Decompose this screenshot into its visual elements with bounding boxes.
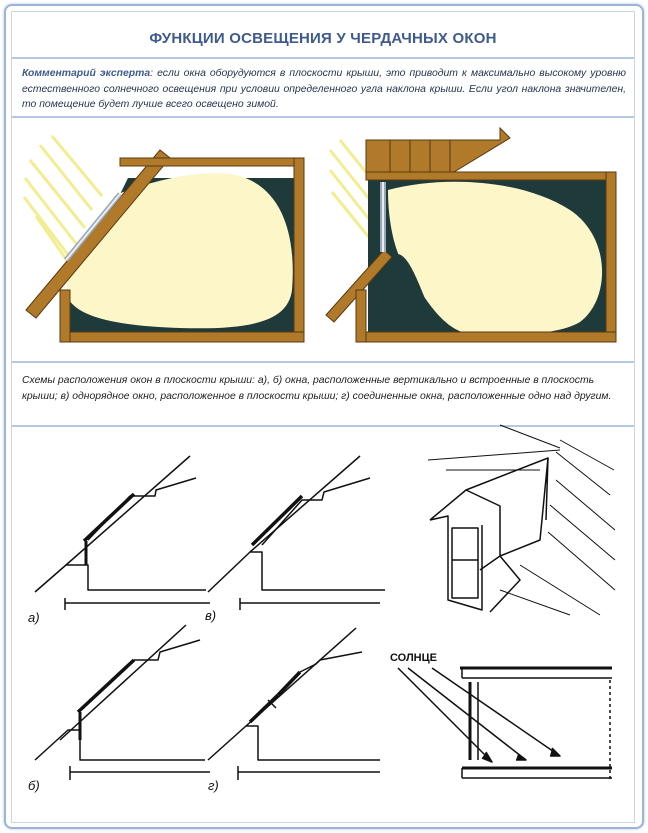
expert-label: Комментарий эксперта (22, 68, 151, 79)
label-v: в) (205, 608, 217, 623)
expert-text: : если окна оборудуются в плоскости крыши, это приводит к максимально высокому уровню естественного солнечного освещения при условии определенного угла наклона крыши. Если угол наклона значителен, то помещение будет лучше всего освещено зимой. (22, 68, 626, 110)
label-b: б) (28, 778, 40, 793)
scheme-v (208, 456, 385, 610)
dormer-perspective-drawing (428, 425, 615, 615)
label-a: а) (28, 610, 40, 625)
page-title: ФУНКЦИИ ОСВЕЩЕНИЯ У ЧЕРДАЧНЫХ ОКОН (149, 30, 497, 47)
scheme-b (35, 625, 210, 780)
label-g: г) (208, 778, 219, 793)
sun-angle-diagram (398, 668, 612, 780)
figure-caption: Схемы расположения окон в плоскости крыши: а), б) окна, расположенные вертикально и встроенные в плоскость крыши; в) однорядное окно, расположенное в плоскости крыши; г) соединенные окна, расположенные одно над другим. (22, 375, 612, 402)
scheme-g (208, 628, 380, 780)
sun-label: СОЛНЦЕ (390, 652, 437, 664)
scheme-a (35, 456, 210, 610)
